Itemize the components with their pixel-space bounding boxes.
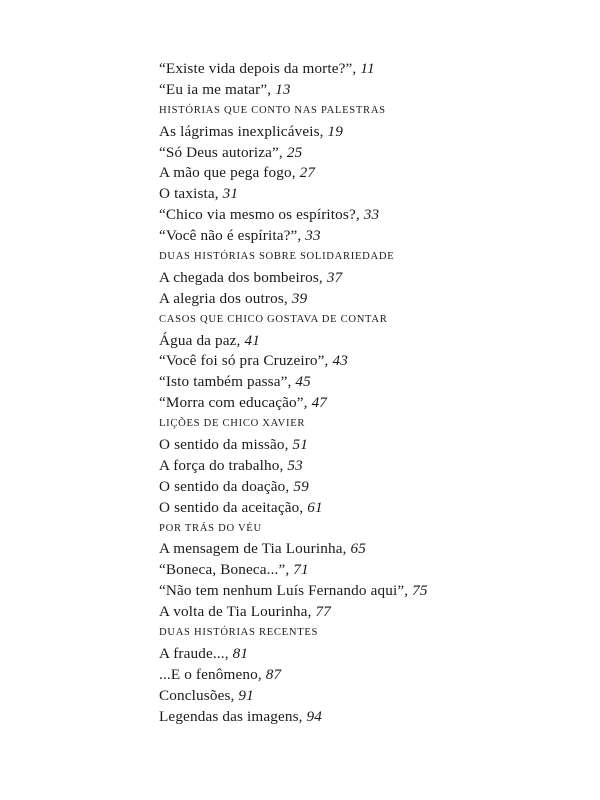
toc-entry-title: A força do trabalho, [159,456,288,474]
toc-entry [159,184,579,205]
toc-section-heading: DUAS HISTÓRIAS RECENTES [159,627,319,639]
toc-section-heading: CASOS QUE CHICO GOSTAVA DE CONTAR [159,313,388,325]
toc-entry [159,143,579,164]
toc-entry-title: “Chico via mesmo os espíritos?, [159,206,364,224]
toc-entry-title: Água da paz, [159,331,245,349]
toc-entry [159,268,579,289]
toc-section-heading: POR TRÁS DO VÉU [159,522,262,534]
toc-entry-page: 47 [311,394,328,412]
toc-entry [159,456,579,477]
toc-entry-title: “Morra com educação”, [159,394,312,412]
toc-entry-title: “Você foi só pra Cruzeiro”, [159,352,333,370]
toc-entry [159,665,579,686]
toc-entry-title: O sentido da aceitação, [159,498,308,516]
toc-entry-page: 53 [287,456,303,474]
toc-entry-title: “Boneca, Boneca...”, [159,561,294,579]
toc-entry-title: O sentido da doação, [159,477,294,495]
toc-entry [159,393,579,414]
toc-entry-page: 59 [293,477,309,495]
toc-entry-title: “Isto também passa”, [159,373,296,391]
toc-entry-title: ...E o fenômeno, [159,665,266,683]
toc-entry-title: As lágrimas inexplicáveis, [159,122,328,140]
toc-entry-title: O taxista, [159,185,223,203]
toc-entry-page: 91 [238,686,254,704]
toc-entry-page: 61 [307,498,323,516]
toc-section-heading: DUAS HISTÓRIAS SOBRE SOLIDARIEDADE [159,251,395,263]
toc-entry [159,122,579,143]
toc-entry-page: 33 [305,227,321,245]
toc-entry [159,289,579,310]
toc-entry [159,602,579,623]
toc-entry-page: 71 [293,561,309,579]
toc-entry-page: 25 [286,143,303,161]
toc-entry [159,226,579,247]
toc-entry [159,707,579,728]
toc-entry-page: 13 [275,80,291,98]
toc-entry-title: A chegada dos bombeiros, [159,268,327,286]
toc-entry [159,581,579,602]
toc-section-heading: LIÇÕES DE CHICO XAVIER [159,418,306,430]
toc-entry-title: A mensagem de Tia Lourinha, [159,540,351,558]
toc-entry-page: 87 [265,665,282,683]
toc-entry-page: 81 [232,644,249,662]
toc-entry-title: “Só Deus autoriza”, [159,143,287,161]
toc-entry [159,372,579,393]
toc-entry-page: 37 [326,268,343,286]
toc-entry-page: 19 [327,122,344,140]
toc-entry-title: “Existe vida depois da morte?”, [159,60,361,77]
toc-entry [159,435,579,456]
toc-entry-title: A fraude..., [159,644,233,662]
toc-entry-page: 33 [363,206,380,224]
toc-entry-title: A alegria dos outros, [159,289,292,307]
toc-entry [159,539,579,560]
toc-entry-page: 39 [291,289,308,307]
toc-entry-title: “Não tem nenhum Luís Fernando aqui”, [159,582,413,600]
table-of-contents [159,59,579,728]
toc-entry [159,163,579,184]
toc-entry [159,59,579,80]
toc-entry [159,331,579,352]
toc-entry-title: “Eu ia me matar”, [159,80,276,98]
toc-entry-page: 77 [315,603,331,621]
toc-entry-page: 31 [222,185,239,203]
toc-entry [159,686,579,707]
toc-entry-page: 51 [292,436,308,454]
toc-entry-title: O sentido da missão, [159,436,293,454]
toc-entry-title: “Você não é espírita?”, [159,227,306,245]
toc-entry-page: 45 [295,373,311,391]
toc-entry-page: 27 [299,164,316,182]
toc-section-heading: HISTÓRIAS QUE CONTO NAS PALESTRAS [159,104,386,116]
toc-entry [159,644,579,665]
toc-entry-title: A mão que pega fogo, [159,164,300,182]
toc-entry [159,477,579,498]
toc-entry [159,205,579,226]
toc-entry-page: 94 [306,707,323,725]
toc-entry-page: 75 [412,582,428,600]
toc-entry [159,498,579,519]
toc-entry [159,560,579,581]
toc-entry-title: Conclusões, [159,686,239,704]
toc-entry-title: Legendas das imagens, [159,707,307,725]
toc-entry [159,351,579,372]
toc-entry-title: A volta de Tia Lourinha, [159,603,316,621]
toc-entry-page: 43 [332,352,348,370]
toc-entry-page: 41 [244,331,260,349]
toc-entry-page: 65 [350,540,366,558]
toc-entry [159,80,579,101]
toc-entry-page: 11 [360,60,375,77]
